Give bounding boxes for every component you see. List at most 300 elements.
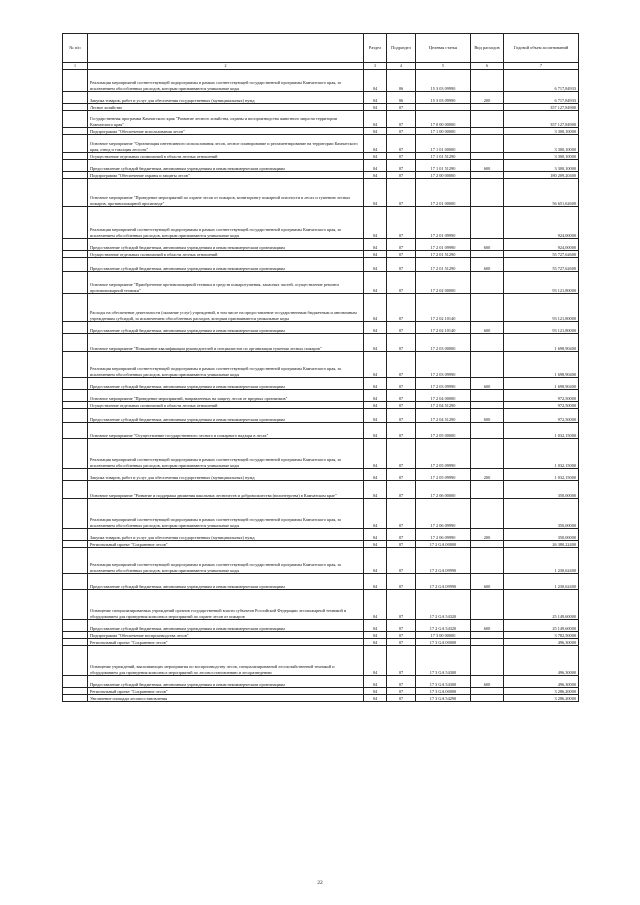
cell-vid-rashodov [471, 207, 504, 239]
column-number: 2 [88, 63, 364, 70]
cell-razdel: 04 [364, 541, 387, 548]
cell-num [63, 322, 88, 334]
cell-name: Реализация мероприятий соответствующей подпрограммы в рамках соответствующей государственной программы Камчатского края, за исключением обособленных расходов, которым присваиваются уникальные коды [88, 548, 364, 574]
cell-vid-rashodov: 600 [471, 239, 504, 251]
cell-vid-rashodov [471, 639, 504, 646]
cell-celevaya-statya: 17 2 05 09990 [416, 439, 471, 469]
cell-podrazdel: 07 [387, 688, 416, 695]
cell-num [63, 688, 88, 695]
cell-vid-rashodov: 600 [471, 378, 504, 390]
cell-vid-rashodov [471, 352, 504, 378]
column-number: 4 [387, 63, 416, 70]
cell-podrazdel: 07 [387, 160, 416, 172]
cell-summa: 3 286,20000 [504, 688, 579, 695]
cell-podrazdel: 07 [387, 639, 416, 646]
cell-podrazdel: 07 [387, 548, 416, 574]
cell-podrazdel: 07 [387, 402, 416, 409]
cell-num [63, 70, 88, 92]
header-podrazdel: Подраздел [387, 34, 416, 63]
cell-podrazdel: 07 [387, 695, 416, 702]
table-row [63, 70, 579, 92]
cell-name: Подпрограмма "Обеспечение использования лесов" [88, 128, 364, 135]
cell-vid-rashodov [471, 439, 504, 469]
cell-razdel: 04 [364, 239, 387, 251]
cell-summa: 6 717,84933 [504, 70, 579, 92]
table-row [63, 239, 579, 251]
cell-celevaya-statya: 17 3 GA 00000 [416, 639, 471, 646]
table-row [63, 258, 579, 272]
table-row [63, 128, 579, 135]
cell-celevaya-statya: 17 1 01 00000 [416, 135, 471, 153]
cell-summa: 3 300,10000 [504, 160, 579, 172]
cell-summa: 3 300,10000 [504, 128, 579, 135]
cell-summa: 924,00000 [504, 207, 579, 239]
cell-razdel: 04 [364, 272, 387, 294]
cell-razdel: 04 [364, 128, 387, 135]
cell-razdel: 04 [364, 529, 387, 541]
cell-name: Закупка товаров, работ и услуг для обеспечения государственных (муниципальных) нужд [88, 469, 364, 481]
cell-razdel: 04 [364, 620, 387, 632]
cell-podrazdel: 07 [387, 294, 416, 322]
cell-name: Предоставление субсидий бюджетным, автономным учреждениям и иным некоммерческим организациям [88, 676, 364, 688]
header-vid-rashodov: Вид расходов [471, 34, 504, 63]
cell-name: Расходы на обеспечение деятельности (оказание услуг) учреждений, в том числе на предоставление государственным бюджетным и автономным учреждениям субсидий, за исключением обособленных расходов, которым присваиваются уникальные коды [88, 294, 364, 322]
cell-vid-rashodov [471, 548, 504, 574]
cell-summa: 496,30000 [504, 676, 579, 688]
document-page [62, 33, 578, 702]
cell-celevaya-statya: 17 2 01 51290 [416, 251, 471, 258]
cell-podrazdel: 07 [387, 251, 416, 258]
cell-summa: 1 230,62400 [504, 574, 579, 590]
cell-podrazdel: 06 [387, 92, 416, 104]
cell-name: Закупка товаров, работ и услуг для обеспечения государственных (муниципальных) нужд [88, 92, 364, 104]
cell-razdel: 04 [364, 646, 387, 676]
cell-razdel: 04 [364, 179, 387, 207]
cell-name: Реализация мероприятий соответствующей подпрограммы в рамках соответствующей государственной программы Камчатского края, за исключением обособленных расходов, которым присваиваются уникальные коды [88, 439, 364, 469]
cell-celevaya-statya: 17 2 06 09990 [416, 529, 471, 541]
table-row [63, 352, 579, 378]
cell-razdel: 04 [364, 160, 387, 172]
table-row [63, 135, 579, 153]
table-body [63, 70, 579, 702]
cell-summa: 1 032,15000 [504, 469, 579, 481]
header-num: № п/п [63, 34, 88, 63]
cell-num [63, 574, 88, 590]
cell-celevaya-statya: 17 2 05 09990 [416, 469, 471, 481]
cell-vid-rashodov [471, 251, 504, 258]
table-row [63, 639, 579, 646]
cell-celevaya-statya: 17 2 02 10140 [416, 322, 471, 334]
cell-celevaya-statya: 17 2 GA 09990 [416, 574, 471, 590]
cell-num [63, 529, 88, 541]
cell-vid-rashodov [471, 179, 504, 207]
cell-summa: 1 698,90400 [504, 378, 579, 390]
cell-podrazdel: 07 [387, 390, 416, 402]
column-number: 3 [364, 63, 387, 70]
cell-razdel: 04 [364, 378, 387, 390]
cell-celevaya-statya: 17 2 03 09990 [416, 352, 471, 378]
cell-razdel: 04 [364, 574, 387, 590]
column-number: 5 [416, 63, 471, 70]
cell-name: Реализация мероприятий соответствующей подпрограммы в рамках соответствующей государственной программы Камчатского края, за исключением обособленных расходов, которым присваиваются уникальные коды [88, 70, 364, 92]
cell-vid-rashodov [471, 688, 504, 695]
cell-vid-rashodov [471, 632, 504, 639]
cell-summa: 1 698,90400 [504, 352, 579, 378]
table-row [63, 423, 579, 439]
column-number: 6 [471, 63, 504, 70]
cell-razdel: 04 [364, 322, 387, 334]
table-row [63, 688, 579, 695]
cell-podrazdel: 07 [387, 439, 416, 469]
cell-podrazdel: 07 [387, 469, 416, 481]
cell-razdel: 04 [364, 70, 387, 92]
cell-summa: 3 782,50000 [504, 632, 579, 639]
cell-name: Увеличение площади лесовосстановления [88, 695, 364, 702]
cell-num [63, 239, 88, 251]
table-row [63, 646, 579, 676]
cell-vid-rashodov [471, 128, 504, 135]
cell-vid-rashodov [471, 499, 504, 529]
cell-name: Подпрограмма "Обеспечение воспроизводства лесов" [88, 632, 364, 639]
budget-table [62, 33, 579, 702]
cell-name: Основное мероприятие "Повышение квалификации руководителей и специалистов по организации тушения лесных пожаров" [88, 334, 364, 352]
cell-vid-rashodov [471, 135, 504, 153]
cell-vid-rashodov [471, 172, 504, 179]
cell-razdel: 04 [364, 632, 387, 639]
cell-num [63, 378, 88, 390]
cell-vid-rashodov [471, 111, 504, 128]
cell-num [63, 179, 88, 207]
table-row [63, 111, 579, 128]
cell-vid-rashodov [471, 272, 504, 294]
cell-razdel: 04 [364, 481, 387, 499]
cell-vid-rashodov [471, 646, 504, 676]
header-celevaya-statya: Целевая статья [416, 34, 471, 63]
cell-vid-rashodov: 600 [471, 409, 504, 423]
cell-celevaya-statya: 17 3 GA 54290 [416, 695, 471, 702]
cell-name: Закупка товаров, работ и услуг для обеспечения государственных (муниципальных) нужд [88, 529, 364, 541]
cell-summa: 1 698,90400 [504, 334, 579, 352]
column-number-row [63, 63, 579, 70]
cell-num [63, 153, 88, 160]
cell-vid-rashodov: 600 [471, 160, 504, 172]
cell-podrazdel: 07 [387, 128, 416, 135]
cell-name: Предоставление субсидий бюджетным, автономным учреждениям и иным некоммерческим организациям [88, 409, 364, 423]
table-row [63, 409, 579, 423]
cell-num [63, 352, 88, 378]
cell-razdel: 04 [364, 135, 387, 153]
cell-name: Предоставление субсидий бюджетным, автономным учреждениям и иным некоммерческим организациям [88, 620, 364, 632]
cell-podrazdel: 07 [387, 104, 416, 111]
cell-celevaya-statya: 17 1 00 00000 [416, 128, 471, 135]
cell-celevaya-statya: 17 2 01 00000 [416, 179, 471, 207]
cell-celevaya-statya: 17 2 05 00000 [416, 423, 471, 439]
table-row [63, 620, 579, 632]
cell-razdel: 04 [364, 590, 387, 620]
cell-podrazdel: 07 [387, 258, 416, 272]
cell-summa: 93 121,80000 [504, 272, 579, 294]
table-row [63, 481, 579, 499]
cell-summa: 93 121,80000 [504, 322, 579, 334]
cell-vid-rashodov [471, 695, 504, 702]
cell-vid-rashodov [471, 423, 504, 439]
cell-vid-rashodov: 600 [471, 258, 504, 272]
cell-num [63, 207, 88, 239]
table-row [63, 402, 579, 409]
cell-podrazdel: 07 [387, 529, 416, 541]
cell-vid-rashodov: 600 [471, 322, 504, 334]
cell-num [63, 646, 88, 676]
cell-celevaya-statya: 17 2 02 10140 [416, 294, 471, 322]
cell-name: Реализация мероприятий соответствующей подпрограммы в рамках соответствующей государственной программы Камчатского края, за исключением обособленных расходов, которым присваиваются уникальные коды [88, 207, 364, 239]
cell-vid-rashodov: 200 [471, 92, 504, 104]
cell-name: Оснащение специализированных учреждений органов государственной власти субъектов Российской Федерации лесопожарной техникой и оборудованием для проведения комплекса мероприятий по охране лесов от пожаров [88, 590, 364, 620]
table-row [63, 251, 579, 258]
cell-vid-rashodov [471, 153, 504, 160]
table-row [63, 632, 579, 639]
cell-num [63, 439, 88, 469]
cell-podrazdel: 07 [387, 153, 416, 160]
cell-vid-rashodov [471, 481, 504, 499]
cell-razdel: 04 [364, 676, 387, 688]
cell-summa: 55 727,62600 [504, 258, 579, 272]
cell-celevaya-statya: 17 2 04 00000 [416, 390, 471, 402]
cell-celevaya-statya: 17 1 01 51290 [416, 160, 471, 172]
cell-summa: 3 286,20000 [504, 695, 579, 702]
cell-num [63, 639, 88, 646]
table-row [63, 676, 579, 688]
cell-num [63, 548, 88, 574]
cell-vid-rashodov: 600 [471, 574, 504, 590]
cell-num [63, 695, 88, 702]
cell-name: Основное мероприятие "Развитие и поддержка движения школьных лесничеств и добровольчества (волонтерства) в Камчатском крае" [88, 481, 364, 499]
cell-vid-rashodov [471, 402, 504, 409]
cell-vid-rashodov [471, 70, 504, 92]
cell-name: Региональный проект "Сохранение лесов" [88, 541, 364, 548]
table-row [63, 334, 579, 352]
cell-summa: 350,00000 [504, 529, 579, 541]
cell-num [63, 258, 88, 272]
cell-razdel: 04 [364, 251, 387, 258]
cell-celevaya-statya: 17 2 GA 54320 [416, 620, 471, 632]
cell-num [63, 409, 88, 423]
cell-razdel: 04 [364, 352, 387, 378]
cell-razdel: 04 [364, 499, 387, 529]
cell-podrazdel: 07 [387, 423, 416, 439]
cell-vid-rashodov [471, 590, 504, 620]
cell-num [63, 128, 88, 135]
cell-podrazdel: 07 [387, 207, 416, 239]
table-row [63, 499, 579, 529]
cell-num [63, 294, 88, 322]
cell-podrazdel: 07 [387, 499, 416, 529]
cell-podrazdel: 07 [387, 676, 416, 688]
cell-podrazdel: 07 [387, 632, 416, 639]
cell-celevaya-statya [416, 104, 471, 111]
table-row [63, 590, 579, 620]
cell-podrazdel: 07 [387, 541, 416, 548]
table-row [63, 439, 579, 469]
cell-name: Осуществление отдельных полномочий в области лесных отношений [88, 251, 364, 258]
table-row [63, 294, 579, 322]
cell-name: Предоставление субсидий бюджетным, автономным учреждениям и иным некоммерческим организациям [88, 322, 364, 334]
table-row [63, 695, 579, 702]
cell-summa: 496,30000 [504, 646, 579, 676]
cell-celevaya-statya: 15 3 03 09990 [416, 70, 471, 92]
cell-summa: 1 230,62400 [504, 548, 579, 574]
cell-celevaya-statya: 17 2 00 00000 [416, 172, 471, 179]
cell-num [63, 172, 88, 179]
cell-name: Реализация мероприятий соответствующей подпрограммы в рамках соответствующей государственной программы Камчатского края, за исключением обособленных расходов, которым присваиваются уникальные коды [88, 352, 364, 378]
cell-name: Государственная программа Камчатского края "Развитие лесного хозяйства, охраны и воспроизводства животного мира на территории Камчатского края" [88, 111, 364, 128]
cell-podrazdel: 07 [387, 111, 416, 128]
table-row [63, 322, 579, 334]
cell-razdel: 04 [364, 695, 387, 702]
cell-summa: 972,50000 [504, 409, 579, 423]
cell-num [63, 251, 88, 258]
cell-vid-rashodov: 200 [471, 529, 504, 541]
cell-razdel: 04 [364, 258, 387, 272]
table-row [63, 378, 579, 390]
cell-name: Предоставление субсидий бюджетным, автономным учреждениям и иным некоммерческим организациям [88, 258, 364, 272]
cell-summa: 25 149,60000 [504, 590, 579, 620]
cell-celevaya-statya: 17 3 GA 54300 [416, 676, 471, 688]
cell-num [63, 92, 88, 104]
cell-podrazdel: 07 [387, 409, 416, 423]
table-row [63, 160, 579, 172]
cell-num [63, 469, 88, 481]
header-razdel: Раздел [364, 34, 387, 63]
cell-podrazdel: 07 [387, 574, 416, 590]
cell-num [63, 541, 88, 548]
cell-celevaya-statya: 17 1 01 51290 [416, 153, 471, 160]
cell-razdel: 04 [364, 639, 387, 646]
cell-name: Лесное хозяйство [88, 104, 364, 111]
cell-name: Основное мероприятие "Проведение мероприятий, направленных на защиту лесов от вредных организмов" [88, 390, 364, 402]
cell-vid-rashodov: 600 [471, 676, 504, 688]
cell-vid-rashodov [471, 334, 504, 352]
cell-vid-rashodov [471, 390, 504, 402]
table-row [63, 574, 579, 590]
cell-razdel: 04 [364, 409, 387, 423]
cell-podrazdel: 07 [387, 481, 416, 499]
cell-podrazdel: 06 [387, 70, 416, 92]
cell-razdel: 04 [364, 688, 387, 695]
cell-vid-rashodov [471, 541, 504, 548]
cell-summa: 25 149,60000 [504, 620, 579, 632]
cell-num [63, 632, 88, 639]
cell-razdel: 04 [364, 172, 387, 179]
cell-summa: 357 127,84900 [504, 111, 579, 128]
cell-celevaya-statya: 17 2 06 09990 [416, 499, 471, 529]
cell-celevaya-statya: 17 2 01 09990 [416, 239, 471, 251]
cell-celevaya-statya: 17 2 03 09990 [416, 378, 471, 390]
cell-num [63, 334, 88, 352]
cell-razdel: 04 [364, 104, 387, 111]
table-row [63, 529, 579, 541]
table-row [63, 153, 579, 160]
cell-razdel: 04 [364, 402, 387, 409]
cell-podrazdel: 07 [387, 322, 416, 334]
cell-num [63, 481, 88, 499]
cell-vid-rashodov [471, 294, 504, 322]
cell-name: Предоставление субсидий бюджетным, автономным учреждениям и иным некоммерческим организациям [88, 378, 364, 390]
cell-summa: 924,00000 [504, 239, 579, 251]
cell-summa: 180 209,20400 [504, 172, 579, 179]
cell-name: Предоставление субсидий бюджетным, автономным учреждениям и иным некоммерческим организациям [88, 239, 364, 251]
header-godovoy-obem: Годовой объем ассигнований [504, 34, 579, 63]
cell-num [63, 135, 88, 153]
cell-podrazdel: 07 [387, 590, 416, 620]
cell-name: Основное мероприятие "Организация интенсивного использования лесов, лесное планирование и регламентирование на территории Камчатского края, отвод и таксация лесосек" [88, 135, 364, 153]
cell-razdel: 04 [364, 334, 387, 352]
cell-summa: 1 032,15000 [504, 423, 579, 439]
cell-celevaya-statya: 17 2 GA 00000 [416, 541, 471, 548]
cell-celevaya-statya: 17 2 04 51290 [416, 409, 471, 423]
cell-razdel: 04 [364, 153, 387, 160]
cell-summa: 93 121,80000 [504, 294, 579, 322]
cell-num [63, 104, 88, 111]
cell-name: Основное мероприятие "Приобретение противопожарной техники и средств пожаротушения, запасных частей, осуществление ремонта противопожарной техники" [88, 272, 364, 294]
cell-name: Основное мероприятие "Проведение мероприятий по охране лесов от пожаров, мониторингу пожарной опасности в лесах и тушению лесных пожаров, противопожарной пропаганде" [88, 179, 364, 207]
cell-razdel: 04 [364, 111, 387, 128]
cell-summa: 496,30000 [504, 639, 579, 646]
cell-num [63, 620, 88, 632]
table-row [63, 179, 579, 207]
cell-celevaya-statya: 17 2 02 00000 [416, 272, 471, 294]
cell-celevaya-statya: 17 3 GA 54300 [416, 646, 471, 676]
cell-summa: 350,00000 [504, 481, 579, 499]
table-row [63, 92, 579, 104]
cell-razdel: 04 [364, 439, 387, 469]
table-row [63, 541, 579, 548]
cell-num [63, 272, 88, 294]
cell-podrazdel: 07 [387, 620, 416, 632]
cell-num [63, 390, 88, 402]
cell-name: Осуществление отдельных полномочий в области лесных отношений [88, 402, 364, 409]
cell-podrazdel: 07 [387, 378, 416, 390]
cell-summa: 357 127,84900 [504, 104, 579, 111]
cell-num [63, 111, 88, 128]
table-row [63, 272, 579, 294]
cell-razdel: 04 [364, 469, 387, 481]
cell-razdel: 04 [364, 548, 387, 574]
page-number: 22 [317, 880, 323, 886]
cell-summa: 26 380,22400 [504, 541, 579, 548]
table-header-row [63, 34, 579, 63]
cell-summa: 350,00000 [504, 499, 579, 529]
header-name [88, 34, 364, 63]
table-row [63, 172, 579, 179]
cell-razdel: 04 [364, 423, 387, 439]
cell-celevaya-statya: 17 2 03 00000 [416, 334, 471, 352]
cell-celevaya-statya: 15 3 03 09990 [416, 92, 471, 104]
cell-celevaya-statya: 17 2 01 09990 [416, 207, 471, 239]
cell-podrazdel: 07 [387, 334, 416, 352]
cell-podrazdel: 07 [387, 272, 416, 294]
cell-summa: 1 032,15000 [504, 439, 579, 469]
cell-razdel: 04 [364, 207, 387, 239]
cell-vid-rashodov: 600 [471, 620, 504, 632]
cell-summa: 972,50000 [504, 390, 579, 402]
cell-summa: 55 727,62600 [504, 251, 579, 258]
column-number: 1 [63, 63, 88, 70]
cell-name: Региональный проект "Сохранение лесов" [88, 688, 364, 695]
cell-podrazdel: 07 [387, 172, 416, 179]
cell-razdel: 04 [364, 294, 387, 322]
column-number: 7 [504, 63, 579, 70]
cell-name: Осуществление отдельных полномочий в области лесных отношений [88, 153, 364, 160]
